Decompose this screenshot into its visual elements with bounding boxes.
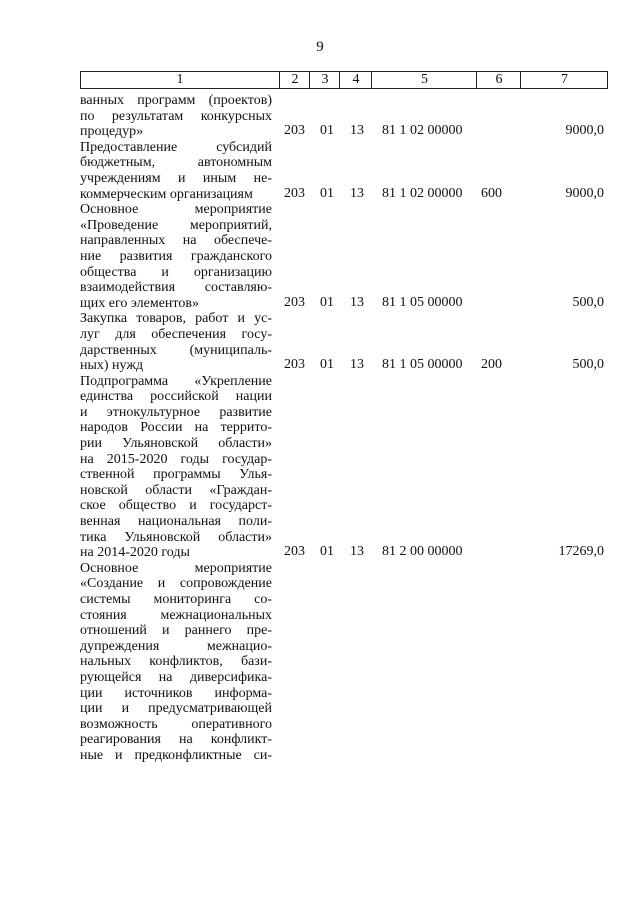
description-line: дарственных (муниципаль- xyxy=(80,342,272,358)
cell-c3: 01 xyxy=(320,123,334,139)
description-line: Подпрограмма «Укрепление xyxy=(80,373,272,389)
cell-c7: 9000,0 xyxy=(565,123,604,139)
cell-c2: 203 xyxy=(284,185,305,201)
description-line: по результатам конкурсных xyxy=(80,108,272,124)
description-line: ванных программ (проектов) xyxy=(80,93,272,108)
header-col-4: 4 xyxy=(339,72,372,88)
description-line: возможность оперативного xyxy=(80,716,272,732)
description-line: системы мониторинга со- xyxy=(80,592,272,607)
header-col-3: 3 xyxy=(309,72,340,88)
description-line: ние развития гражданского xyxy=(80,248,272,264)
description-line: народов России на террито- xyxy=(80,420,272,436)
description-line: реагирования на конфликт- xyxy=(80,732,272,748)
description-line: отношений и раннего пре- xyxy=(80,623,272,639)
cell-c4: 13 xyxy=(350,123,364,139)
description-line: взаимодействия составляю- xyxy=(80,280,272,296)
description-line: бюджетным, автономным xyxy=(80,155,272,171)
description-block xyxy=(80,202,272,311)
description-column xyxy=(80,93,272,764)
cell-c7: 500,0 xyxy=(572,357,604,373)
description-line: коммерческим организациям xyxy=(80,186,253,202)
description-line: Закупка товаров, работ и ус- xyxy=(80,311,272,327)
description-line: нальных конфликтов, бази- xyxy=(80,654,272,670)
description-line: луг для обеспечения госу- xyxy=(80,326,272,342)
description-line: ции источников информа- xyxy=(80,685,272,701)
description-line: «Создание и сопровождение xyxy=(80,576,272,592)
description-line: новской области «Граждан- xyxy=(80,482,272,498)
description-line: Основное мероприятие xyxy=(80,202,272,218)
header-col-2: 2 xyxy=(279,72,310,88)
description-line: тика Ульяновской области» xyxy=(80,529,272,545)
cell-c5: 81 1 02 00000 xyxy=(382,185,463,201)
description-line: ные и предконфликтные си- xyxy=(80,747,272,763)
header-col-7: 7 xyxy=(520,72,608,88)
header-col-6: 6 xyxy=(476,72,521,88)
description-line: Основное мероприятие xyxy=(80,560,272,576)
cell-c5: 81 2 00 00000 xyxy=(382,544,463,560)
cell-c4: 13 xyxy=(350,357,364,373)
description-block xyxy=(80,140,272,202)
description-line: щих его элементов» xyxy=(80,295,199,311)
cell-c3: 01 xyxy=(320,544,334,560)
description-line: ции и предусматривающей xyxy=(80,701,272,717)
cell-c2: 203 xyxy=(284,123,305,139)
description-line: ных) нужд xyxy=(80,358,144,374)
description-line: процедур» xyxy=(80,124,144,140)
description-line: общества и организацию xyxy=(80,264,272,280)
description-line: направленных на обеспече- xyxy=(80,233,272,249)
table-header xyxy=(80,71,608,89)
description-line: рии Ульяновской области» xyxy=(80,436,272,452)
cell-c7: 9000,0 xyxy=(565,185,604,201)
cell-c4: 13 xyxy=(350,294,364,310)
description-line: «Проведение мероприятий, xyxy=(80,217,272,233)
cell-c2: 203 xyxy=(284,544,305,560)
description-line: учреждениям и иным не- xyxy=(80,170,272,186)
description-line: рующейся на диверсифика- xyxy=(80,669,272,685)
cell-c2: 203 xyxy=(284,357,305,373)
description-line: ственной программы Улья- xyxy=(80,467,272,483)
description-line: на 2015-2020 годы государ- xyxy=(80,451,272,467)
cell-c7: 17269,0 xyxy=(558,544,604,560)
cell-c3: 01 xyxy=(320,357,334,373)
cell-c6: 600 xyxy=(481,185,502,201)
cell-c2: 203 xyxy=(284,294,305,310)
header-col-5: 5 xyxy=(371,72,477,88)
description-line: венная национальная поли- xyxy=(80,514,272,530)
description-block xyxy=(80,311,272,373)
cell-c3: 01 xyxy=(320,185,334,201)
description-line: дупреждения межнацио- xyxy=(80,638,272,654)
description-block xyxy=(80,93,272,140)
header-row xyxy=(80,71,608,89)
description-line: единства российской нации xyxy=(80,389,272,405)
cell-c6: 200 xyxy=(481,357,502,373)
cell-c4: 13 xyxy=(350,544,364,560)
cell-c3: 01 xyxy=(320,294,334,310)
description-line: стояния межнациональных xyxy=(80,607,272,623)
description-line: Предоставление субсидий xyxy=(80,139,272,155)
page-number: 9 xyxy=(316,39,324,55)
cell-c5: 81 1 05 00000 xyxy=(382,357,463,373)
description-line: ское общество и государст- xyxy=(80,498,272,514)
header-col-1: 1 xyxy=(176,72,184,87)
cell-c7: 500,0 xyxy=(572,294,604,310)
description-line: и этнокультурное развитие xyxy=(80,404,272,420)
description-block xyxy=(80,561,272,764)
cell-c4: 13 xyxy=(350,185,364,201)
description-block xyxy=(80,374,272,561)
cell-c5: 81 1 02 00000 xyxy=(382,123,463,139)
description-line: на 2014-2020 годы xyxy=(80,545,190,561)
cell-c5: 81 1 05 00000 xyxy=(382,294,463,310)
